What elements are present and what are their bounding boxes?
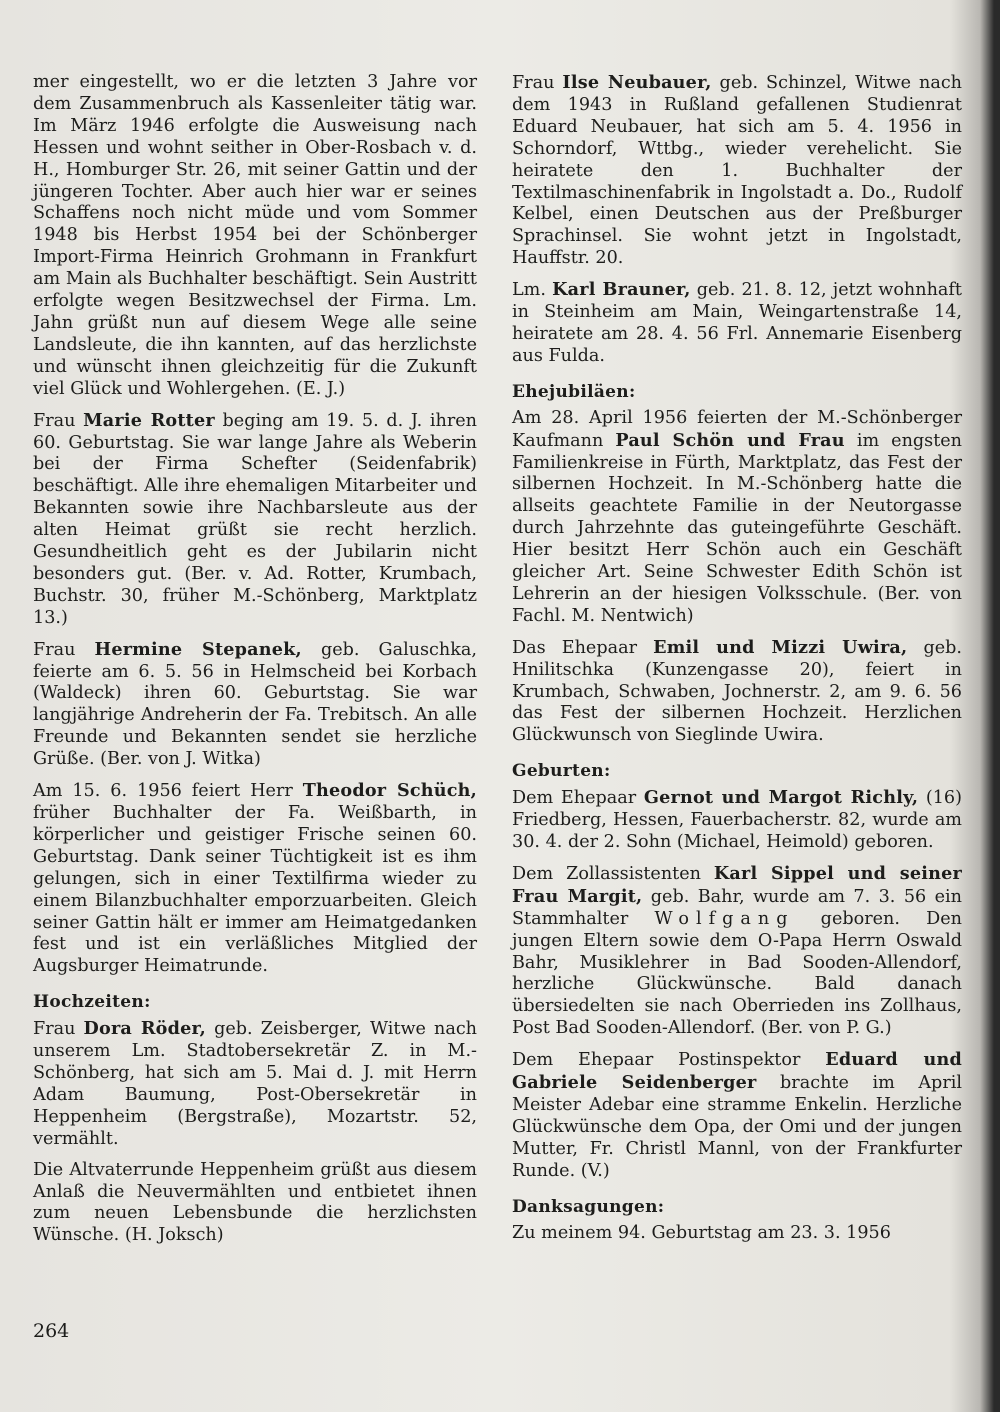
paragraph-stepanek: Frau Hermine Stepanek, geb. Galuschka, feierte am 6. 5. 56 in Helmscheid bei Korbach (Waldeck) ihren 60. Geburtstag. Sie war langjährige Andreherin der Fa. Trebitsch. An alle Freunde und Bekannten sendet sie herzliche Grüße. (Ber. von J. Witka) [33, 638, 477, 770]
paragraph-brauner: Lm. Karl Brauner, geb. 21. 8. 12, jetzt wohnhaft in Steinheim am Main, Weingartenstraße 14, heiratete am 28. 4. 56 Frl. Annemarie Eisenberg aus Fulda. [512, 279, 962, 366]
page-number: 264 [33, 1320, 70, 1342]
paragraph-neubauer: Frau Ilse Neubauer, geb. Schinzel, Witwe nach dem 1943 in Rußland gefallenen Studienrat Eduard Neubauer, hat sich am 5. 4. 1956 in Schorndorf, Wttbg., wieder verehelicht. Sie heiratete den 1. Buchhalter der Textilmaschinenfabrik in Ingolstadt a. Do., Rudolf Kelbel, einen Deutschen aus der Preßburger Sprachinsel. Sie wohnt jetzt in Ingolstadt, Hauffstr. 20. [512, 72, 963, 269]
person-name: Marie Rotter [83, 409, 215, 431]
section-heading-ehejubilaeen: Ehejubiläen: [512, 381, 636, 402]
person-name: Karl Brauner, [552, 279, 691, 301]
left-column [33, 72, 477, 1256]
paragraph-danksagung: Zu meinem 94. Geburtstag am 23. 3. 1956 [512, 1222, 891, 1243]
person-name: Theodor Schüch, [302, 780, 477, 802]
person-name: Paul Schön und Frau [615, 429, 845, 451]
person-name: Eduard und Gabriele Seidenberger [512, 1049, 962, 1094]
person-name: Gernot und Margot Richly, [643, 787, 919, 809]
section-heading-hochzeiten: Hochzeiten: [33, 992, 151, 1013]
person-name: Karl Sippel und seiner Frau Margit, [512, 862, 962, 907]
person-name: Dora Röder, [83, 1018, 207, 1040]
person-name: Ilse Neubauer, [562, 72, 712, 93]
paragraph-uwira: Das Ehepaar Emil und Mizzi Uwira, geb. Hnilitschka (Kunzengasse 20), feiert in Krumbach, Schwaben, Jochnerstr. 2, am 9. 6. 56 das Fest der silbernen Hochzeit. Herzlichen Glückwunsch von Sieglinde Uwira. [512, 636, 962, 746]
paragraph-roeder: Frau Dora Röder, geb. Zeisberger, Witwe nach unserem Lm. Stadtobersekretär Z. in M.-Schönberg, hat sich am 5. Mai d. J. mit Herrn Adam Baumung, Post-Obersekretär in Heppenheim (Bergstraße), Mozartstr. 52, vermählt. [33, 1018, 478, 1149]
paragraph-schuech: Am 15. 6. 1956 feiert Herr Theodor Schüch, früher Buchhalter der Fa. Weißbarth, in körperlicher und geistiger Frische seinen 60. Geburtstag. Dank seiner Tüchtigkeit ist es ihm gelungen, sich in einer Textilfirma wieder zu einem Bilanzbuchhalter emporzuarbeiten. Gleich seiner Gattin hält er immer am Heimatgedanken fest und ist ein verläßliches Mitglied der Augsburger Heimatrunde. [33, 780, 477, 977]
paragraph-schoen: Am 28. April 1956 feierten der M.-Schönberger Kaufmann Paul Schön und Frau im engsten Familienkreise in Fürth, Marktplatz, das Fest der silbernen Hochzeit. In M.-Schönberg hatte die allseits geachtete Familie in der Neutorgasse durch Jahrzehnte das guteingeführte Geschäft. Hier besitzt Herr Schön auch ein Geschäft gleicher Art. Seine Schwester Edith Schön ist Lehrerin an der hiesigen Volksschule. (Ber. von Fachl. M. Nentwich) [512, 407, 963, 626]
paragraph-richly: Dem Ehepaar Gernot und Margot Richly, (16) Friedberg, Hessen, Fauerbacherstr. 82, wurde am 30. 4. der 2. Sohn (Michael, Heimold) geboren. [512, 787, 962, 852]
paragraph-seidenberger: Dem Ehepaar Postinspektor Eduard und Gabriele Seidenberger brachte im April Meister Adebar eine stramme Enkelin. Herzliche Glückwünsche dem Opa, der Omi und der jungen Mutter, Fr. Christl Mannl, von der Frankfurter Runde. (V.) [512, 1049, 962, 1181]
spaced-name: Wolfgang [654, 908, 795, 929]
paragraph-rotter: Frau Marie Rotter beging am 19. 5. d. J. ihren 60. Geburtstag. Sie war lange Jahre als Weberin bei der Firma Schefter (Seidenfabrik) beschäftigt. Alle ihre ehemaligen Mitarbeiter und Bekannten sowie ihre Nachbarsleute aus der alten Heimat grüßt sie recht herzlich. Gesundheitlich geht es der Jubilarin nicht besonders gut. (Ber. v. Ad. Rotter, Krumbach, Buchstr. 30, früher M.-Schönberg, Marktplatz 13.) [33, 409, 477, 628]
paragraph-jahn: mer eingestellt, wo er die letzten 3 Jahre vor dem Zusammenbruch als Kassenleiter tätig war. Im März 1946 erfolgte die Ausweisung nach Hessen und wohnt seither in Ober-Rosbach v. d. H., Homburger Str. 26, mit seiner Gattin und der jüngeren Tochter. Aber auch hier war er seines Schaffens noch nicht müde und vom Sommer 1948 bis Herbst 1954 bei der Schönberger Import-Firma Heinrich Grohmann in Frankfurt am Main als Buchhalter beschäftigt. Sein Austritt erfolgte wegen Besitzwechsel der Firma. Lm. Jahn grüßt nun auf diesem Wege alle seine Landsleute, die ihn kannten, auf das herzlichste und wünscht ihnen gleichzeitig für die Zukunft viel Glück und Wohlergehen. (E. J.) [33, 72, 477, 399]
paragraph-sippel: Dem Zollassistenten Karl Sippel und seiner Frau Margit, geb. Bahr, wurde am 7. 3. 56 ein Stammhalter Wolfgang geboren. Den jungen Eltern sowie dem O-Papa Herrn Oswald Bahr, Musiklehrer in Bad Sooden-Allendorf, herzliche Glückwünsche. Bald danach übersiedelten sie nach Oberrieden ins Zollhaus, Post Bad Sooden-Allendorf. (Ber. von P. G.) [512, 862, 962, 1039]
section-heading-geburten: Geburten: [512, 761, 611, 782]
person-name: Hermine Stepanek, [94, 638, 302, 660]
person-name: Emil und Mizzi Uwira, [653, 636, 908, 658]
right-column [512, 72, 962, 1253]
section-heading-danksagungen: Danksagungen: [512, 1196, 665, 1217]
paragraph-altvaterrunde: Die Altvaterrunde Heppenheim grüßt aus diesem Anlaß die Neuvermählten und entbietet ihnen zum neuen Lebensbunde die herzlichsten Wünsche. (H. Joksch) [33, 1159, 477, 1246]
